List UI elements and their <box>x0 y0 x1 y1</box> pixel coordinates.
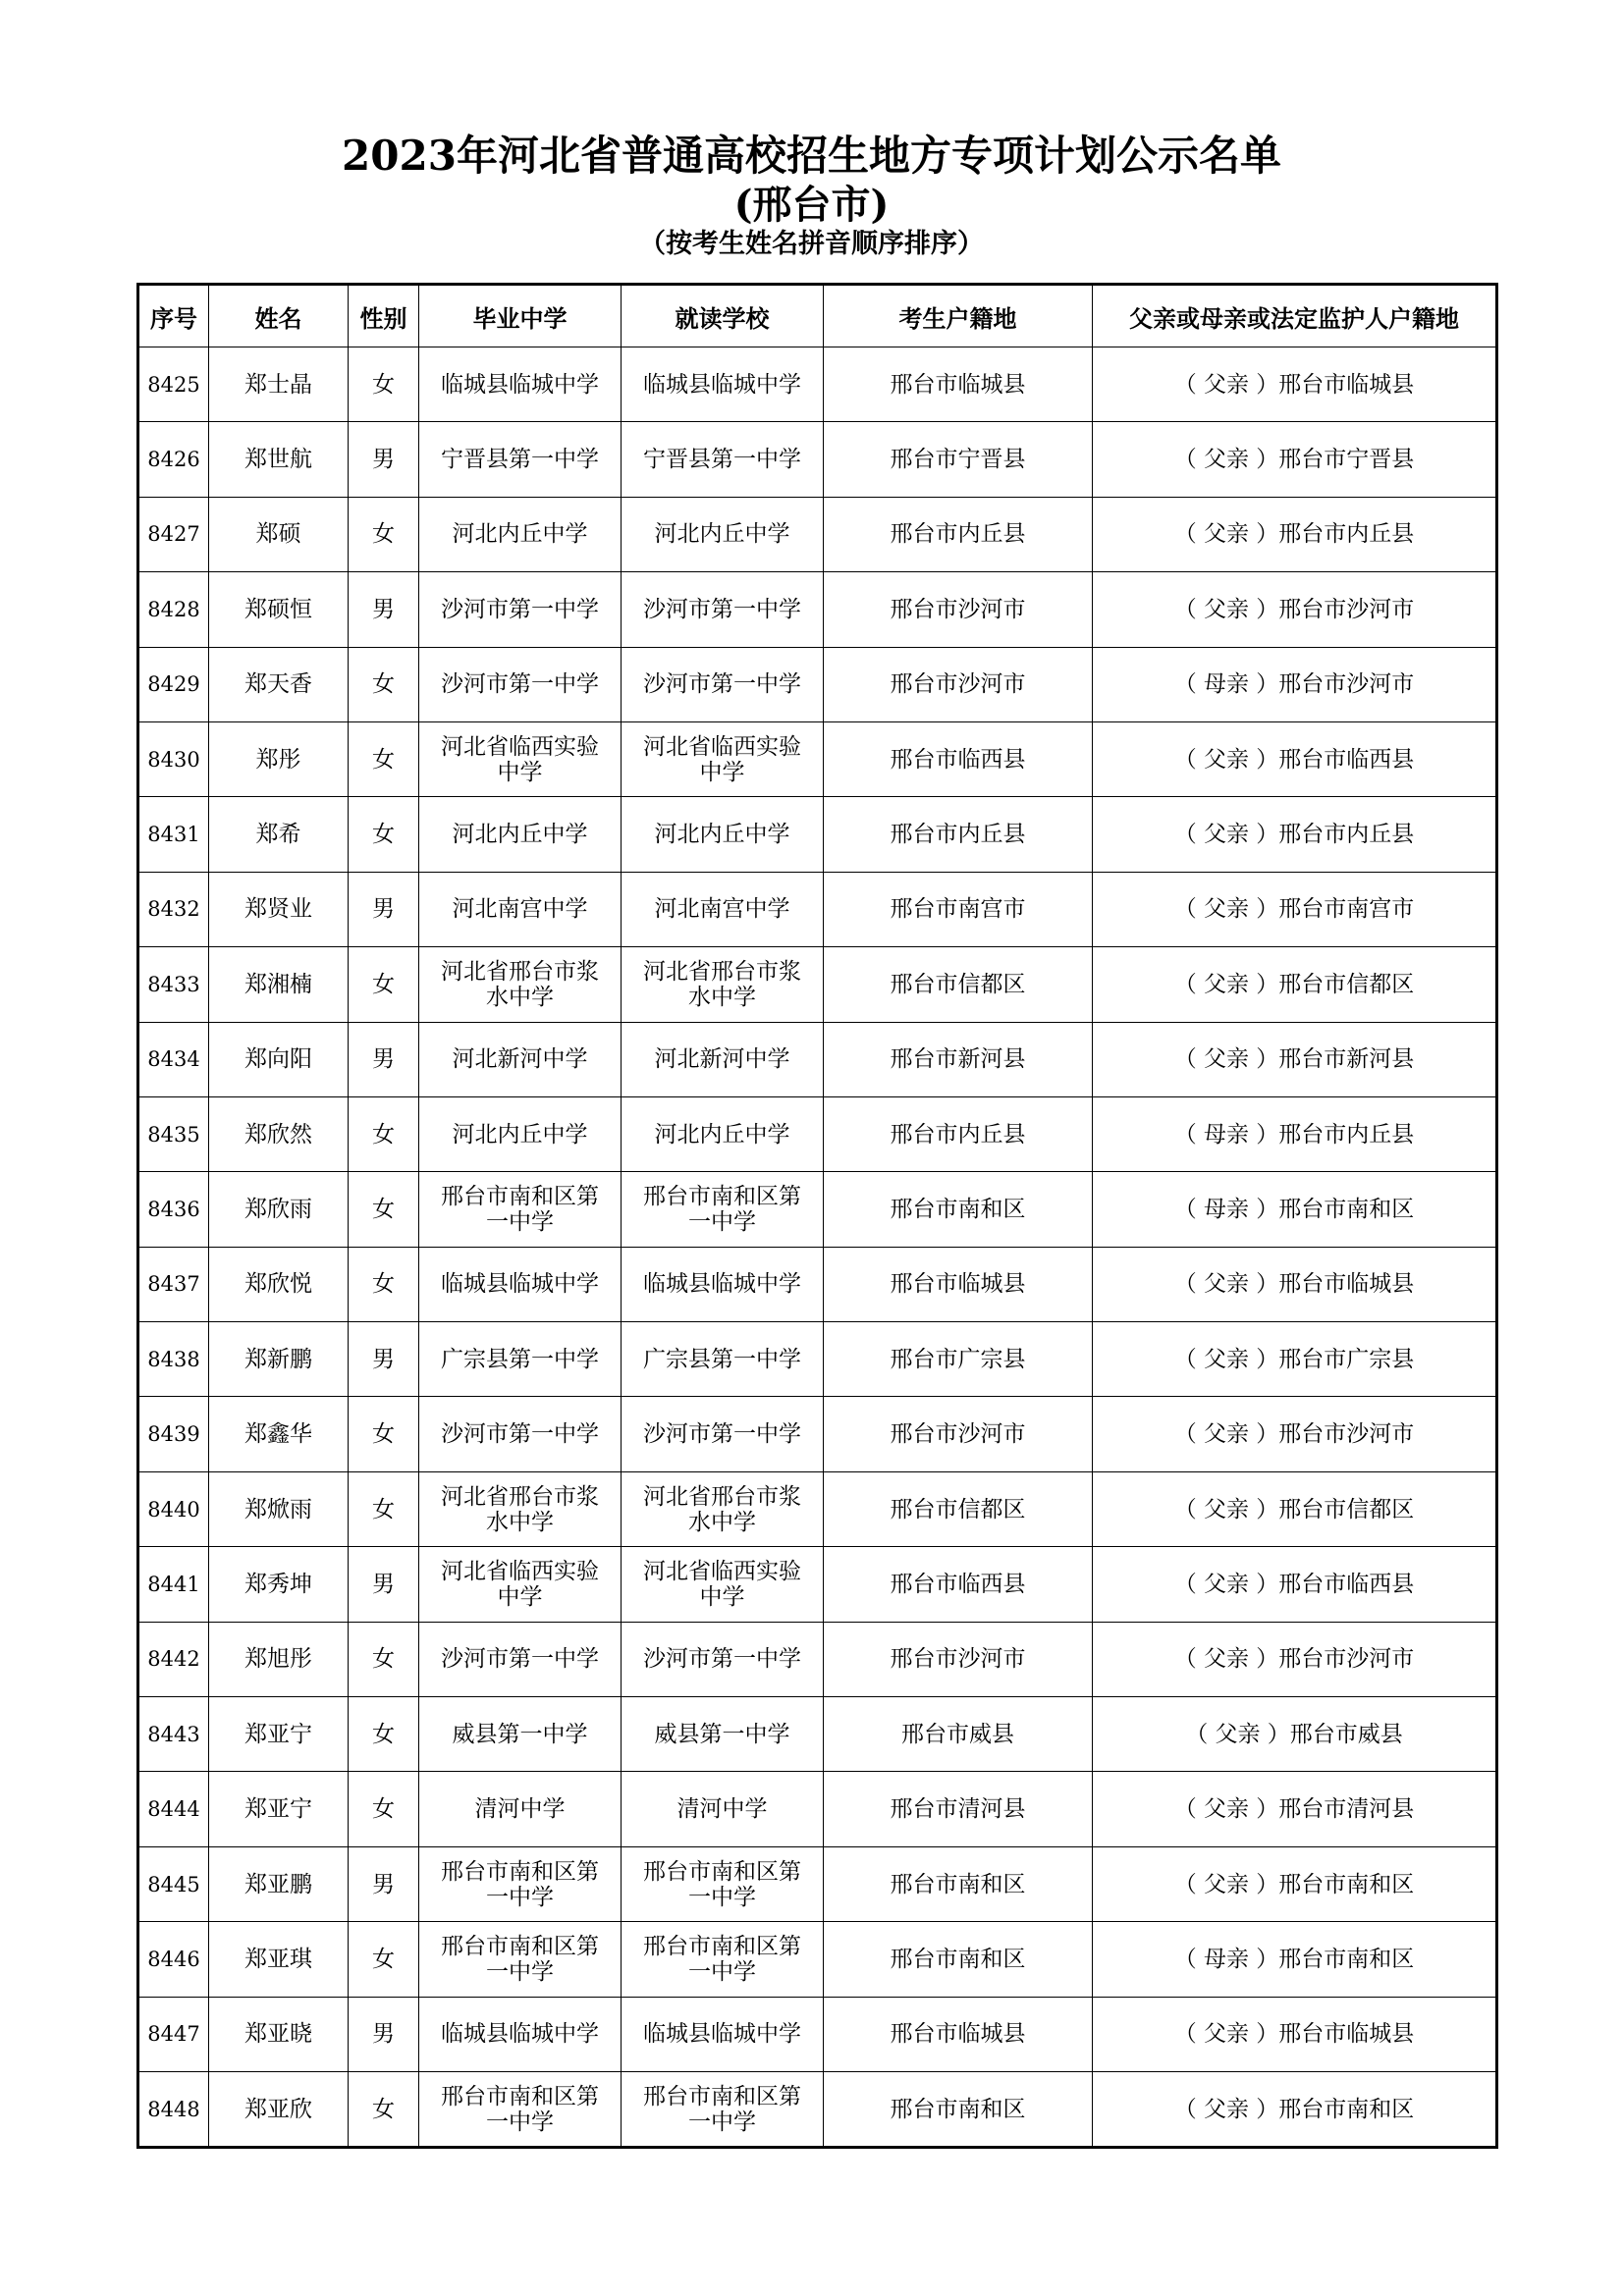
cell-name: 郑旭彤 <box>209 1622 349 1696</box>
school-name-text: 沙河市第一中学 <box>441 1646 599 1673</box>
cell-seq: 8432 <box>138 872 209 946</box>
cell-graduation-school <box>419 1846 622 1921</box>
table-row <box>138 572 1497 647</box>
cell-current-school <box>622 797 824 872</box>
cell-name: 郑世航 <box>209 422 349 497</box>
cell-household-registration: 邢台市威县 <box>824 1697 1093 1772</box>
cell-parent-registration: （ 父亲 ）邢台市临城县 <box>1093 1247 1497 1321</box>
cell-gender: 男 <box>349 1547 419 1622</box>
school-name-text: 河北内丘中学 <box>452 822 588 848</box>
school-name-text: 河北省邢台市浆水中学 <box>643 958 801 1010</box>
sort-note: （按考生姓名拼音顺序排序） <box>639 229 984 259</box>
cell-gender: 女 <box>349 1096 419 1171</box>
cell-parent-registration: （ 父亲 ）邢台市临城县 <box>1093 1997 1497 2071</box>
cell-parent-registration: （ 母亲 ）邢台市南和区 <box>1093 1922 1497 1997</box>
cell-name: 郑希 <box>209 797 349 872</box>
school-name-text: 沙河市第一中学 <box>441 671 599 698</box>
col-header-household-registration: 考生户籍地 <box>824 285 1093 347</box>
cell-graduation-school <box>419 1697 622 1772</box>
cell-name: 郑湘楠 <box>209 947 349 1022</box>
cell-graduation-school <box>419 1322 622 1397</box>
school-name-text: 邢台市南和区第一中学 <box>643 1858 801 1910</box>
cell-seq: 8433 <box>138 947 209 1022</box>
table-row <box>138 1172 1497 1247</box>
cell-name: 郑焮雨 <box>209 1471 349 1546</box>
cell-gender: 女 <box>349 721 419 796</box>
table-row <box>138 947 1497 1022</box>
cell-current-school <box>622 1922 824 1997</box>
school-name-text: 宁晋县第一中学 <box>441 447 599 473</box>
cell-current-school <box>622 1247 824 1321</box>
cell-household-registration: 邢台市清河县 <box>824 1772 1093 1846</box>
cell-seq: 8427 <box>138 497 209 571</box>
cell-gender: 男 <box>349 872 419 946</box>
cell-graduation-school <box>419 1022 622 1096</box>
cell-graduation-school <box>419 497 622 571</box>
cell-current-school <box>622 347 824 422</box>
table-row <box>138 1471 1497 1546</box>
cell-household-registration: 邢台市沙河市 <box>824 1622 1093 1696</box>
cell-parent-registration: （ 父亲 ）邢台市新河县 <box>1093 1022 1497 1096</box>
school-name-text: 沙河市第一中学 <box>643 596 801 622</box>
cell-gender: 女 <box>349 1471 419 1546</box>
cell-graduation-school <box>419 1922 622 1997</box>
cell-gender: 女 <box>349 647 419 721</box>
cell-gender: 女 <box>349 1922 419 1997</box>
cell-household-registration: 邢台市广宗县 <box>824 1322 1093 1397</box>
cell-gender: 男 <box>349 572 419 647</box>
cell-household-registration: 邢台市临城县 <box>824 1997 1093 2071</box>
cell-household-registration: 邢台市内丘县 <box>824 1096 1093 1171</box>
school-name-text: 邢台市南和区第一中学 <box>643 1933 801 1985</box>
school-name-text: 沙河市第一中学 <box>643 1421 801 1448</box>
table-row <box>138 1622 1497 1696</box>
cell-seq: 8447 <box>138 1997 209 2071</box>
cell-parent-registration: （ 母亲 ）邢台市沙河市 <box>1093 647 1497 721</box>
cell-graduation-school <box>419 572 622 647</box>
school-name-text: 河北内丘中学 <box>654 521 790 548</box>
cell-parent-registration: （ 母亲 ）邢台市南和区 <box>1093 1172 1497 1247</box>
cell-seq: 8440 <box>138 1471 209 1546</box>
cell-household-registration: 邢台市临西县 <box>824 721 1093 796</box>
cell-gender: 女 <box>349 1247 419 1321</box>
cell-graduation-school <box>419 721 622 796</box>
cell-parent-registration: （ 父亲 ）邢台市信都区 <box>1093 947 1497 1022</box>
school-name-text: 沙河市第一中学 <box>643 1646 801 1673</box>
table-row <box>138 797 1497 872</box>
cell-parent-registration: （ 父亲 ）邢台市沙河市 <box>1093 1397 1497 1471</box>
school-name-text: 临城县临城中学 <box>441 2021 599 2048</box>
cell-parent-registration: （ 父亲 ）邢台市临西县 <box>1093 721 1497 796</box>
table-row <box>138 1997 1497 2071</box>
cell-household-registration: 邢台市临城县 <box>824 1247 1093 1321</box>
cell-name: 郑欣然 <box>209 1096 349 1171</box>
cell-current-school <box>622 1471 824 1546</box>
cell-household-registration: 邢台市内丘县 <box>824 797 1093 872</box>
table-row <box>138 2071 1497 2147</box>
cell-household-registration: 邢台市沙河市 <box>824 647 1093 721</box>
cell-household-registration: 邢台市信都区 <box>824 1471 1093 1546</box>
cell-name: 郑秀坤 <box>209 1547 349 1622</box>
table-row <box>138 497 1497 571</box>
cell-name: 郑天香 <box>209 647 349 721</box>
school-name-text: 河北内丘中学 <box>654 822 790 848</box>
cell-gender: 女 <box>349 1697 419 1772</box>
school-name-text: 河北新河中学 <box>654 1046 790 1073</box>
school-name-text: 河北省邢台市浆水中学 <box>643 1483 801 1535</box>
cell-parent-registration: （ 父亲 ）邢台市沙河市 <box>1093 1622 1497 1696</box>
cell-name: 郑亚宁 <box>209 1697 349 1772</box>
cell-current-school <box>622 1846 824 1921</box>
cell-graduation-school <box>419 2071 622 2147</box>
cell-name: 郑亚琪 <box>209 1922 349 1997</box>
cell-gender: 女 <box>349 797 419 872</box>
cell-name: 郑彤 <box>209 721 349 796</box>
cell-gender: 女 <box>349 497 419 571</box>
cell-gender: 男 <box>349 1997 419 2071</box>
table-row <box>138 1022 1497 1096</box>
cell-current-school <box>622 1172 824 1247</box>
cell-graduation-school <box>419 1622 622 1696</box>
table-row <box>138 1397 1497 1471</box>
school-name-text: 河北省邢台市浆水中学 <box>441 1483 599 1535</box>
cell-gender: 女 <box>349 1172 419 1247</box>
cell-household-registration: 邢台市沙河市 <box>824 1397 1093 1471</box>
school-name-text: 沙河市第一中学 <box>643 671 801 698</box>
cell-household-registration: 邢台市南和区 <box>824 1172 1093 1247</box>
cell-parent-registration: （ 父亲 ）邢台市广宗县 <box>1093 1322 1497 1397</box>
roster-table <box>136 283 1498 2149</box>
cell-parent-registration: （ 父亲 ）邢台市信都区 <box>1093 1471 1497 1546</box>
cell-gender: 女 <box>349 347 419 422</box>
cell-seq: 8426 <box>138 422 209 497</box>
cell-seq: 8444 <box>138 1772 209 1846</box>
table-row <box>138 1247 1497 1321</box>
cell-name: 郑硕 <box>209 497 349 571</box>
cell-current-school <box>622 1397 824 1471</box>
cell-current-school <box>622 872 824 946</box>
school-name-text: 广宗县第一中学 <box>441 1346 599 1372</box>
cell-seq: 8446 <box>138 1922 209 1997</box>
cell-seq: 8434 <box>138 1022 209 1096</box>
table-row <box>138 1922 1497 1997</box>
table-row <box>138 422 1497 497</box>
cell-current-school <box>622 1697 824 1772</box>
cell-seq: 8443 <box>138 1697 209 1772</box>
school-name-text: 临城县临城中学 <box>441 371 599 398</box>
table-row <box>138 1096 1497 1171</box>
cell-gender: 男 <box>349 1022 419 1096</box>
cell-household-registration: 邢台市南和区 <box>824 1846 1093 1921</box>
cell-graduation-school <box>419 1547 622 1622</box>
cell-current-school <box>622 497 824 571</box>
school-name-text: 沙河市第一中学 <box>441 596 599 622</box>
cell-name: 郑向阳 <box>209 1022 349 1096</box>
document-title: 2023年河北省普通高校招生地方专项计划公示名单 <box>342 132 1281 180</box>
cell-parent-registration: （ 父亲 ）邢台市内丘县 <box>1093 497 1497 571</box>
cell-seq: 8428 <box>138 572 209 647</box>
school-name-text: 河北内丘中学 <box>452 521 588 548</box>
cell-graduation-school <box>419 1772 622 1846</box>
cell-seq: 8438 <box>138 1322 209 1397</box>
school-name-text: 清河中学 <box>676 1796 768 1823</box>
cell-household-registration: 邢台市临城县 <box>824 347 1093 422</box>
school-name-text: 临城县临城中学 <box>441 1271 599 1298</box>
school-name-text: 广宗县第一中学 <box>643 1346 801 1372</box>
table-row <box>138 1322 1497 1397</box>
col-header-name: 姓名 <box>209 285 349 347</box>
table-row <box>138 347 1497 422</box>
school-name-text: 威县第一中学 <box>654 1721 790 1747</box>
table-row <box>138 872 1497 946</box>
school-name-text: 河北省临西实验中学 <box>441 733 599 785</box>
cell-graduation-school <box>419 1247 622 1321</box>
table-header-row <box>138 285 1497 347</box>
cell-seq: 8448 <box>138 2071 209 2147</box>
cell-gender: 男 <box>349 1322 419 1397</box>
cell-gender: 男 <box>349 1846 419 1921</box>
cell-graduation-school <box>419 1471 622 1546</box>
cell-household-registration: 邢台市宁晋县 <box>824 422 1093 497</box>
cell-current-school <box>622 1096 824 1171</box>
cell-seq: 8442 <box>138 1622 209 1696</box>
cell-seq: 8429 <box>138 647 209 721</box>
cell-household-registration: 邢台市沙河市 <box>824 572 1093 647</box>
cell-household-registration: 邢台市信都区 <box>824 947 1093 1022</box>
cell-seq: 8430 <box>138 721 209 796</box>
cell-parent-registration: （ 父亲 ）邢台市临西县 <box>1093 1547 1497 1622</box>
cell-parent-registration: （ 母亲 ）邢台市内丘县 <box>1093 1096 1497 1171</box>
cell-name: 郑亚欣 <box>209 2071 349 2147</box>
cell-gender: 女 <box>349 1772 419 1846</box>
cell-current-school <box>622 647 824 721</box>
cell-graduation-school <box>419 1172 622 1247</box>
cell-gender: 女 <box>349 2071 419 2147</box>
school-name-text: 临城县临城中学 <box>643 371 801 398</box>
school-name-text: 邢台市南和区第一中学 <box>643 2083 801 2135</box>
cell-household-registration: 邢台市南和区 <box>824 1922 1093 1997</box>
table-row <box>138 1772 1497 1846</box>
cell-parent-registration: （ 父亲 ）邢台市南宫市 <box>1093 872 1497 946</box>
school-name-text: 河北省临西实验中学 <box>643 1558 801 1610</box>
cell-current-school <box>622 572 824 647</box>
cell-seq: 8441 <box>138 1547 209 1622</box>
cell-name: 郑欣雨 <box>209 1172 349 1247</box>
cell-gender: 女 <box>349 1397 419 1471</box>
col-header-gender: 性别 <box>349 285 419 347</box>
table-row <box>138 1547 1497 1622</box>
cell-parent-registration: （ 父亲 ）邢台市沙河市 <box>1093 572 1497 647</box>
cell-household-registration: 邢台市新河县 <box>824 1022 1093 1096</box>
school-name-text: 河北南宫中学 <box>452 896 588 923</box>
cell-graduation-school <box>419 947 622 1022</box>
cell-household-registration: 邢台市南宫市 <box>824 872 1093 946</box>
cell-parent-registration: （ 父亲 ）邢台市南和区 <box>1093 1846 1497 1921</box>
cell-seq: 8435 <box>138 1096 209 1171</box>
cell-current-school <box>622 422 824 497</box>
cell-seq: 8445 <box>138 1846 209 1921</box>
cell-household-registration: 邢台市内丘县 <box>824 497 1093 571</box>
cell-parent-registration: （ 父亲 ）邢台市南和区 <box>1093 2071 1497 2147</box>
cell-graduation-school <box>419 1096 622 1171</box>
cell-graduation-school <box>419 1997 622 2071</box>
cell-parent-registration: （ 父亲 ）邢台市宁晋县 <box>1093 422 1497 497</box>
table-body <box>138 347 1497 2148</box>
school-name-text: 河北内丘中学 <box>654 1121 790 1148</box>
cell-name: 郑贤业 <box>209 872 349 946</box>
col-header-parent-registration: 父亲或母亲或法定监护人户籍地 <box>1093 285 1497 347</box>
col-header-seq: 序号 <box>138 285 209 347</box>
cell-graduation-school <box>419 872 622 946</box>
cell-parent-registration: （ 父亲 ）邢台市内丘县 <box>1093 797 1497 872</box>
cell-gender: 女 <box>349 947 419 1022</box>
cell-name: 郑鑫华 <box>209 1397 349 1471</box>
cell-seq: 8439 <box>138 1397 209 1471</box>
cell-gender: 女 <box>349 1622 419 1696</box>
cell-current-school <box>622 721 824 796</box>
cell-graduation-school <box>419 647 622 721</box>
cell-seq: 8425 <box>138 347 209 422</box>
school-name-text: 威县第一中学 <box>452 1721 588 1747</box>
cell-parent-registration: （ 父亲 ）邢台市临城县 <box>1093 347 1497 422</box>
cell-graduation-school <box>419 1397 622 1471</box>
cell-gender: 男 <box>349 422 419 497</box>
cell-graduation-school <box>419 797 622 872</box>
cell-name: 郑亚鹏 <box>209 1846 349 1921</box>
table-row <box>138 721 1497 796</box>
cell-current-school <box>622 2071 824 2147</box>
cell-current-school <box>622 947 824 1022</box>
cell-name: 郑士晶 <box>209 347 349 422</box>
document-city: (邢台市) <box>733 182 890 228</box>
cell-seq: 8437 <box>138 1247 209 1321</box>
table-row <box>138 1697 1497 1772</box>
school-name-text: 沙河市第一中学 <box>441 1421 599 1448</box>
cell-household-registration: 邢台市临西县 <box>824 1547 1093 1622</box>
col-header-graduation-school: 毕业中学 <box>419 285 622 347</box>
school-name-text: 邢台市南和区第一中学 <box>441 1858 599 1910</box>
cell-seq: 8431 <box>138 797 209 872</box>
school-name-text: 清河中学 <box>474 1796 566 1823</box>
cell-current-school <box>622 1322 824 1397</box>
table-row <box>138 647 1497 721</box>
cell-name: 郑亚宁 <box>209 1772 349 1846</box>
col-header-current-school: 就读学校 <box>622 285 824 347</box>
cell-current-school <box>622 1772 824 1846</box>
school-name-text: 临城县临城中学 <box>643 2021 801 2048</box>
school-name-text: 临城县临城中学 <box>643 1271 801 1298</box>
school-name-text: 河北内丘中学 <box>452 1121 588 1148</box>
cell-current-school <box>622 1022 824 1096</box>
cell-current-school <box>622 1622 824 1696</box>
cell-household-registration: 邢台市南和区 <box>824 2071 1093 2147</box>
cell-parent-registration: （ 父亲 ）邢台市清河县 <box>1093 1772 1497 1846</box>
cell-graduation-school <box>419 347 622 422</box>
table-row <box>138 1846 1497 1921</box>
cell-name: 郑硕恒 <box>209 572 349 647</box>
school-name-text: 河北省邢台市浆水中学 <box>441 958 599 1010</box>
cell-name: 郑欣悦 <box>209 1247 349 1321</box>
school-name-text: 邢台市南和区第一中学 <box>643 1183 801 1235</box>
cell-name: 郑新鹏 <box>209 1322 349 1397</box>
school-name-text: 河北南宫中学 <box>654 896 790 923</box>
school-name-text: 邢台市南和区第一中学 <box>441 2083 599 2135</box>
school-name-text: 河北新河中学 <box>452 1046 588 1073</box>
cell-current-school <box>622 1997 824 2071</box>
school-name-text: 邢台市南和区第一中学 <box>441 1183 599 1235</box>
school-name-text: 宁晋县第一中学 <box>643 447 801 473</box>
school-name-text: 河北省临西实验中学 <box>643 733 801 785</box>
school-name-text: 邢台市南和区第一中学 <box>441 1933 599 1985</box>
cell-current-school <box>622 1547 824 1622</box>
cell-parent-registration: （ 父亲 ）邢台市威县 <box>1093 1697 1497 1772</box>
cell-seq: 8436 <box>138 1172 209 1247</box>
cell-graduation-school <box>419 422 622 497</box>
cell-name: 郑亚晓 <box>209 1997 349 2071</box>
school-name-text: 河北省临西实验中学 <box>441 1558 599 1610</box>
